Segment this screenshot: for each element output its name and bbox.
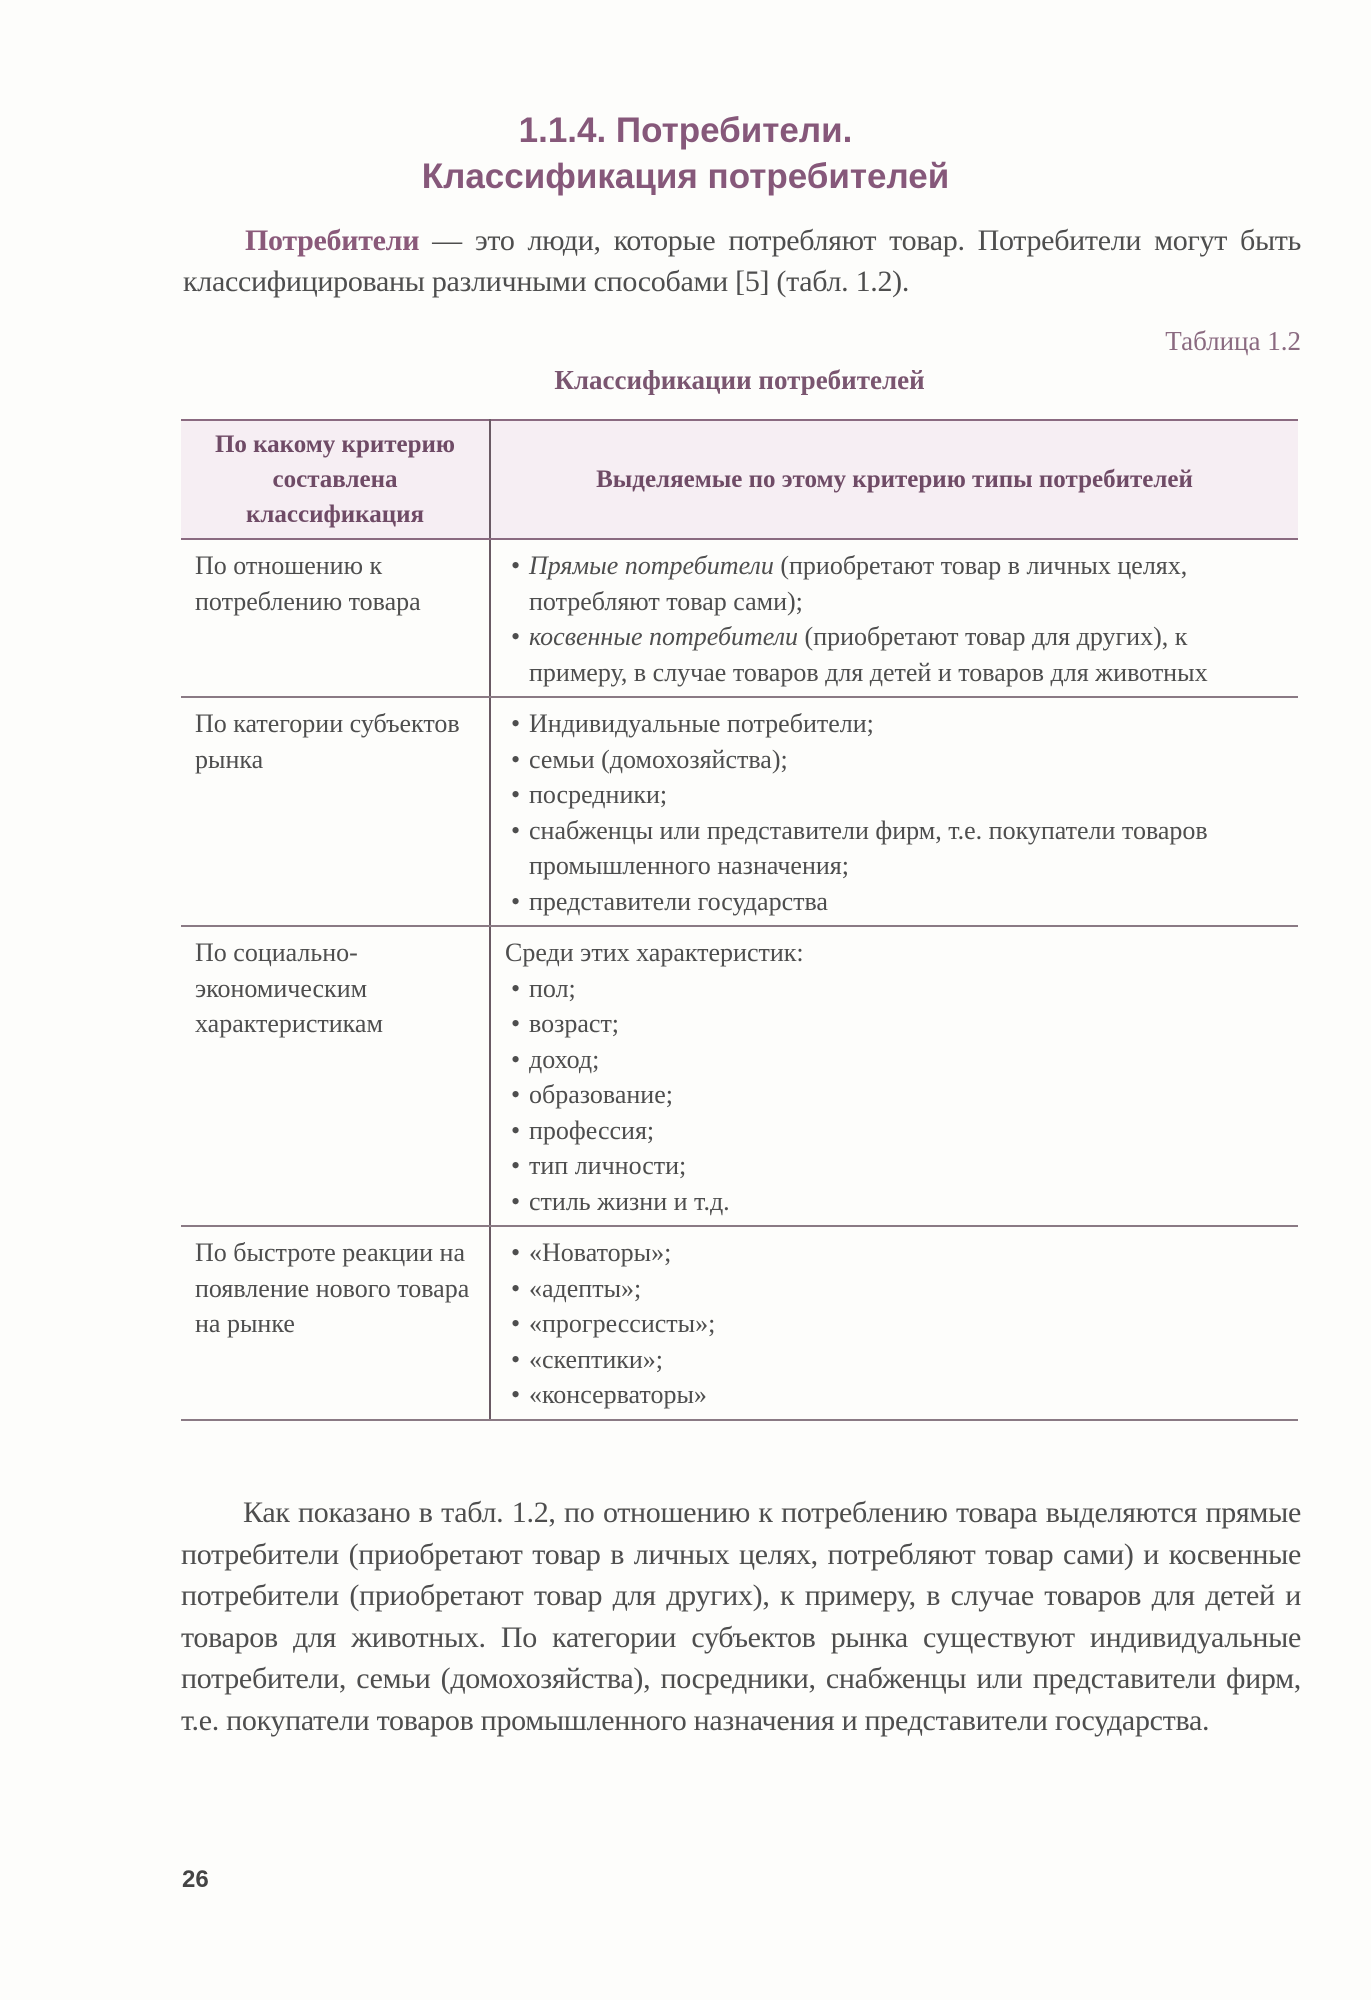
table-number: Таблица 1.2	[1165, 326, 1301, 356]
list-item: • возраст;	[505, 1006, 1288, 1042]
table-row	[181, 697, 1298, 926]
section-heading-line2: Классификация потребителей	[421, 157, 950, 196]
list-item: • представители государства	[505, 884, 1288, 920]
list-item: • Индивидуальные потребители;	[505, 706, 1288, 742]
types-cell	[490, 926, 1298, 1226]
list-item	[505, 619, 1288, 690]
types-cell	[490, 1226, 1298, 1420]
list-item: • «прогрессисты»;	[505, 1306, 1288, 1342]
header-types: Выделяемые по этому критерию типы потребителей	[490, 420, 1298, 539]
list-item: • доход;	[505, 1042, 1288, 1078]
list-item: • посредники;	[505, 777, 1288, 813]
intro-term: Потребители	[245, 224, 420, 257]
types-cell	[490, 697, 1298, 926]
criterion-cell: По социально-экономическим характеристикам	[181, 926, 490, 1226]
header-criterion: По какому критерию составлена классификация	[181, 420, 490, 539]
list-item: • снабженцы или представители фирм, т.е. покупатели товаров промышленного назначения;	[505, 813, 1288, 884]
body-paragraph	[181, 1492, 1301, 1742]
criterion-cell: По категории субъектов рынка	[181, 697, 490, 926]
section-heading-line1: 1.1.4. Потребители.	[518, 111, 853, 150]
table-row	[181, 926, 1298, 1226]
list-item: • стиль жизни и т.д.	[505, 1184, 1288, 1220]
criterion-cell: По быстроте реакции на появление нового товара на рынке	[181, 1226, 490, 1420]
types-cell	[490, 539, 1298, 697]
list-item: • пол;	[505, 971, 1288, 1007]
table-header-row	[181, 420, 1298, 539]
list-item: • «консерваторы»	[505, 1377, 1288, 1413]
item-term: косвенные потребители	[529, 622, 799, 651]
table-row	[181, 539, 1298, 697]
section-heading	[0, 108, 1371, 200]
list-item: • образование;	[505, 1077, 1288, 1113]
list-item: • профессия;	[505, 1113, 1288, 1149]
item-text: (приобретают товар в личных целях, потребляют товар сами);	[529, 551, 1188, 616]
body-paragraph-text: Как показано в табл. 1.2, по отношению к потреблению товара выделяются прямые потребители (приобретают товар в личных целях, потребляют товар сами) и косвенные потребители (приобретают товар для других), к примеру, в случае товаров для детей и товаров для животных. По категории субъектов рынка существуют индивидуальные потребители, семьи (домохозяйства), посредники, снабженцы или представители фирм, т.е. покупатели товаров промышленного назначения и представители государства.	[181, 1496, 1301, 1737]
list-item: • семьи (домохозяйства);	[505, 742, 1288, 778]
classification-table	[181, 419, 1298, 1421]
intro-paragraph	[183, 220, 1301, 302]
list-item: • тип личности;	[505, 1148, 1288, 1184]
list-lead: Среди этих характеристик:	[505, 938, 804, 967]
list-item: • «Новаторы»;	[505, 1235, 1288, 1271]
list-item: • «адепты»;	[505, 1271, 1288, 1307]
list-item	[505, 548, 1288, 619]
table-row	[181, 1226, 1298, 1420]
criterion-cell: По отношению к потреблению товара	[181, 539, 490, 697]
item-text: (приобретают товар для других), к примеру, в случае товаров для детей и товаров для животных	[529, 622, 1208, 687]
table-caption: Классификации потребителей	[554, 365, 925, 395]
list-item: • «скептики»;	[505, 1342, 1288, 1378]
item-term: Прямые потребители	[529, 551, 774, 580]
intro-text: — это люди, которые потребляют товар. Потребители могут быть классифицированы различными способами [5] (табл. 1.2).	[183, 224, 1301, 298]
page-number: 26	[182, 1866, 209, 1893]
